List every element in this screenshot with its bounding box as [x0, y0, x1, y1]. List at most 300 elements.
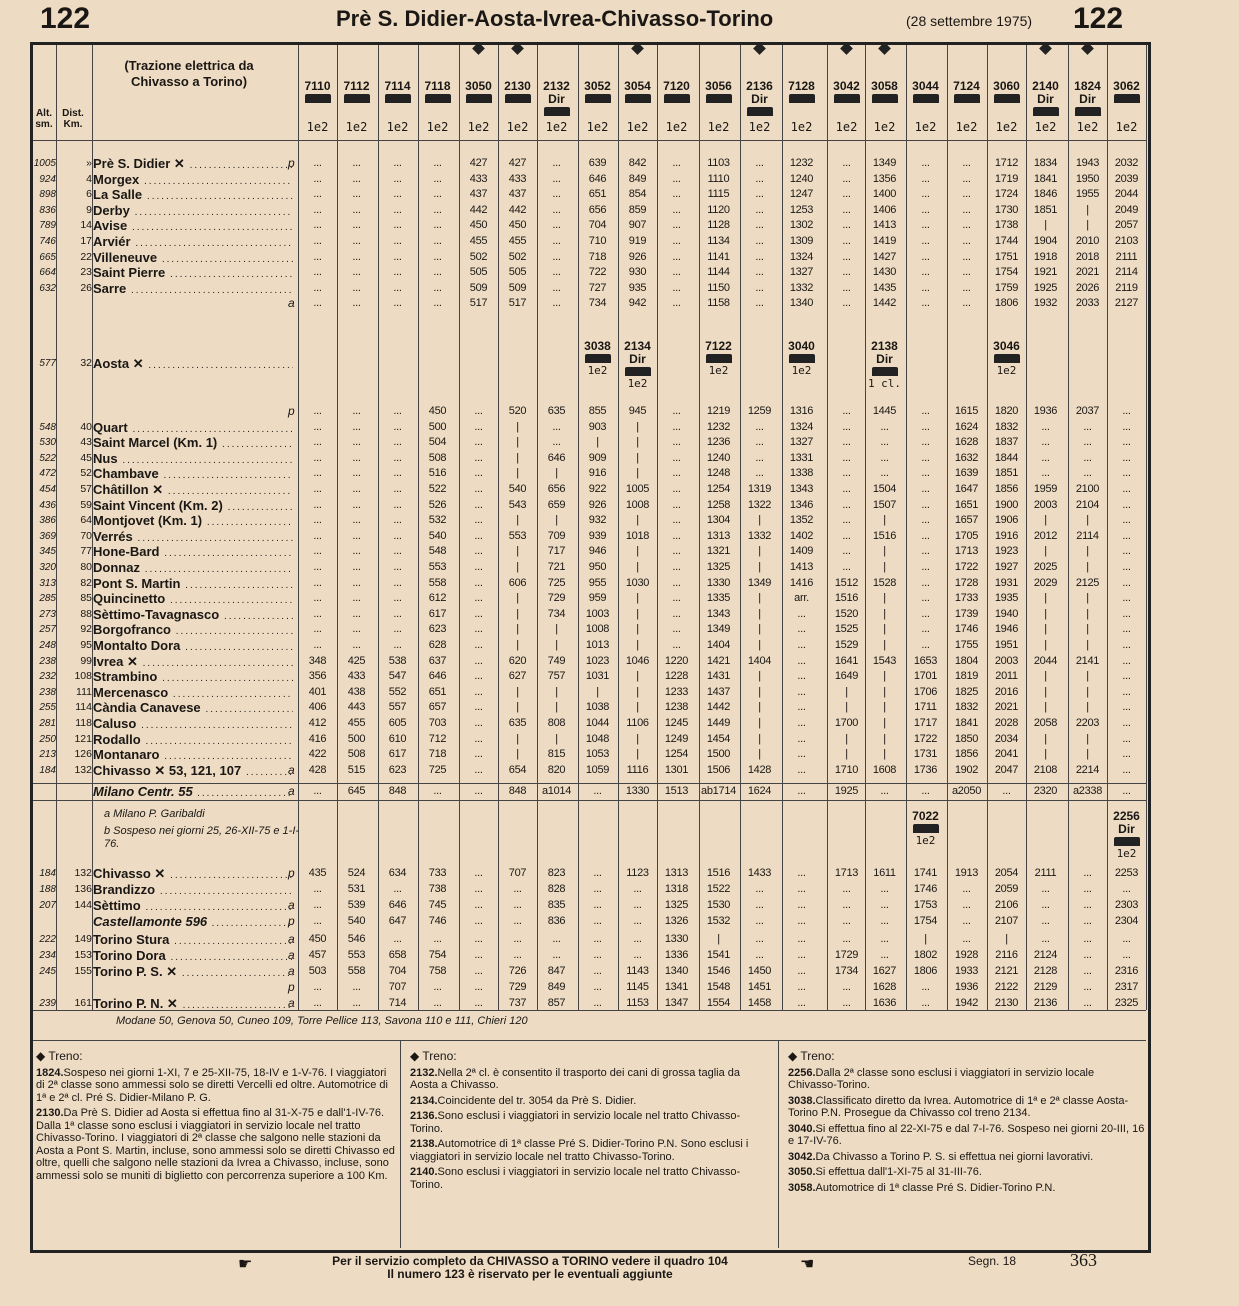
time-cell: ...	[474, 576, 483, 589]
time-cell: 547	[388, 670, 407, 683]
time-cell: ...	[755, 949, 764, 961]
time-cell: ...	[755, 188, 764, 201]
time-cell: |	[883, 717, 886, 729]
train-class: 1e2	[995, 120, 1018, 134]
time-cell: ...	[313, 405, 322, 417]
distance: 14	[80, 219, 92, 232]
time-cell: ...	[921, 561, 930, 573]
time-cell: a2050	[951, 785, 982, 797]
train-number: 3038	[584, 339, 611, 353]
time-cell: 959	[588, 592, 607, 605]
time-cell: ...	[313, 420, 322, 433]
time-cell: 1516	[706, 867, 731, 879]
time-cell: 1023	[585, 654, 610, 667]
station-name: Strambino .....	[93, 669, 293, 686]
time-cell: ...	[352, 467, 361, 480]
footnote-header: ◆ Treno:	[36, 1049, 83, 1063]
table-row	[0, 747, 1150, 762]
time-cell: ...	[474, 561, 483, 573]
train-number: 7114	[384, 79, 411, 93]
time-cell: 2034	[994, 732, 1019, 745]
time-cell: |	[883, 623, 886, 636]
time-cell: ...	[672, 219, 681, 232]
time-cell: 1541	[706, 949, 731, 961]
table-row	[0, 218, 1150, 233]
time-cell: ...	[433, 281, 442, 294]
time-cell: 1806	[913, 965, 938, 977]
time-cell: 1219	[706, 405, 731, 417]
time-cell: 727	[588, 281, 607, 294]
time-cell: 1008	[585, 623, 610, 636]
table-row	[0, 529, 1150, 544]
time-cell: ...	[313, 281, 322, 294]
train-number: 3052	[584, 79, 611, 93]
time-cell: 646	[428, 670, 447, 683]
time-cell: ...	[1122, 514, 1131, 527]
train-number: 7112	[343, 79, 370, 93]
time-cell: 1921	[1033, 266, 1058, 279]
time-cell: 1746	[954, 623, 979, 636]
time-cell: 1507	[872, 498, 897, 511]
footnote	[410, 1110, 770, 1135]
time-cell: ...	[672, 420, 681, 433]
time-cell: ...	[921, 266, 930, 279]
time-cell: |	[1044, 701, 1047, 714]
diamond-icon: ◆	[410, 1049, 420, 1063]
time-cell: ...	[313, 639, 322, 651]
time-cell: 1900	[994, 498, 1019, 511]
time-cell: ...	[755, 451, 764, 464]
time-cell: 1730	[994, 203, 1019, 216]
time-cell: ...	[755, 203, 764, 216]
time-cell: ...	[393, 235, 402, 247]
footnotes-column-3	[788, 1050, 1146, 1197]
time-cell: 2203	[1075, 717, 1100, 729]
time-cell: 548	[428, 545, 447, 558]
time-cell: 1349	[706, 623, 731, 636]
time-cell: 543	[508, 498, 527, 511]
time-cell: ...	[672, 436, 681, 449]
train-header	[827, 80, 866, 104]
time-cell: ...	[393, 639, 402, 651]
time-cell: 1624	[747, 785, 772, 797]
railcar-icon	[706, 354, 732, 363]
time-cell: 1304	[706, 514, 731, 527]
time-cell: ...	[552, 219, 561, 232]
time-cell: 703	[428, 717, 447, 729]
time-cell: 1325	[706, 561, 731, 573]
time-cell: ...	[921, 467, 930, 480]
time-cell: ...	[921, 514, 930, 527]
time-cell: 1445	[872, 405, 897, 417]
time-cell: ...	[1122, 451, 1131, 464]
time-cell: ...	[1122, 561, 1131, 573]
time-cell: ...	[962, 899, 971, 911]
station-name: Chivasso ✕ 53, 121, 107 .....	[93, 763, 293, 780]
time-cell: ...	[672, 172, 681, 185]
time-cell: 942	[628, 297, 647, 310]
arr-dep-marker: a	[288, 964, 295, 978]
time-cell: ...	[797, 981, 806, 993]
table-row	[0, 732, 1150, 747]
time-cell: ...	[1122, 763, 1131, 776]
train-class: 1e2	[1115, 120, 1138, 134]
arr-dep-marker: a	[288, 948, 295, 962]
time-cell: ...	[474, 997, 483, 1009]
time-cell: 2021	[994, 701, 1019, 714]
time-cell: ...	[474, 867, 483, 879]
time-cell: 656	[588, 203, 607, 216]
arr-dep-marker: a	[288, 296, 295, 311]
time-cell: ...	[474, 981, 483, 993]
train-class: 1e2	[835, 120, 858, 134]
time-cell: 524	[347, 867, 366, 879]
time-cell: |	[636, 670, 639, 683]
time-cell: 540	[428, 529, 447, 542]
altitude: 746	[39, 236, 56, 247]
time-cell: 758	[428, 965, 447, 977]
time-cell: 450	[469, 219, 488, 232]
time-cell: 1516	[872, 529, 897, 542]
footnote-text: Sono esclusi i viaggiatori in servizio locale nel tratto Chivasso-Torino.	[410, 1110, 741, 1135]
time-cell: ...	[474, 701, 483, 714]
train-class: 1e2	[915, 834, 936, 847]
time-cell: ...	[755, 883, 764, 895]
time-cell: ...	[352, 436, 361, 449]
time-cell: 1846	[1033, 188, 1058, 201]
time-cell: 433	[469, 172, 488, 185]
time-cell: |	[1086, 607, 1089, 620]
train-number: 2130	[504, 79, 531, 93]
train-header	[498, 80, 537, 104]
time-cell: 1916	[994, 529, 1019, 542]
distance: 70	[80, 529, 92, 542]
time-cell: ...	[1083, 915, 1092, 927]
time-cell: 926	[588, 498, 607, 511]
time-cell: 457	[308, 949, 327, 961]
time-cell: 1316	[789, 405, 814, 417]
note-a: a Milano P. Garibaldi	[104, 808, 205, 820]
time-cell: ...	[313, 297, 322, 310]
distance: 59	[80, 498, 92, 511]
time-cell: ...	[1122, 883, 1131, 895]
time-cell: 1653	[913, 654, 938, 667]
time-cell: 504	[428, 436, 447, 449]
time-cell: 849	[547, 981, 566, 993]
distance: 4	[86, 172, 92, 185]
railcar-icon	[585, 94, 611, 103]
footnote-text: Si effettua dall'1-XI-75 al 31-III-76.	[815, 1166, 982, 1178]
time-cell: 1451	[747, 981, 772, 993]
altitude: 369	[39, 530, 56, 542]
time-cell: ...	[552, 250, 561, 263]
station-name: Nus .....	[93, 451, 293, 468]
alt-column-header: Alt. sm.	[35, 108, 53, 130]
time-cell: ...	[880, 420, 889, 433]
distance: 126	[74, 748, 92, 761]
footnotes-column-2	[410, 1050, 770, 1194]
time-cell: |	[555, 639, 558, 651]
time-cell: 1639	[954, 467, 979, 480]
time-cell: 1153	[626, 997, 649, 1009]
time-cell: |	[516, 607, 519, 620]
time-cell: ...	[755, 467, 764, 480]
time-cell: ...	[842, 997, 851, 1009]
railcar-icon	[466, 94, 492, 103]
time-cell: 508	[428, 451, 447, 464]
time-cell: ...	[842, 545, 851, 558]
time-cell: 620	[508, 654, 527, 667]
time-cell: ...	[352, 219, 361, 232]
time-cell: ...	[352, 451, 361, 464]
time-cell: ...	[552, 235, 561, 247]
station-name: Verrés .....	[93, 529, 293, 546]
railcar-icon	[305, 94, 331, 103]
time-cell: |	[924, 933, 927, 945]
time-cell: 515	[347, 763, 366, 776]
time-cell: 645	[347, 785, 366, 797]
time-cell: ...	[797, 899, 806, 911]
time-cell: ...	[1041, 915, 1050, 927]
time-cell: ...	[962, 883, 971, 895]
time-cell: 1324	[789, 250, 814, 263]
time-cell: |	[516, 732, 519, 745]
time-cell: 836	[547, 915, 566, 927]
table-row	[0, 898, 1150, 913]
time-cell: ...	[921, 172, 930, 185]
railcar-icon	[994, 94, 1020, 103]
time-cell: ...	[842, 529, 851, 542]
altitude: 836	[39, 204, 56, 216]
train-header	[418, 80, 457, 104]
railcar-icon	[1114, 837, 1140, 846]
time-cell: 855	[588, 405, 607, 417]
time-cell: ...	[755, 281, 764, 294]
time-cell: 725	[428, 763, 447, 776]
time-cell: ...	[1122, 732, 1131, 745]
footnote-train: 3038.	[788, 1094, 816, 1107]
time-cell: ...	[962, 915, 971, 927]
time-cell: 1500	[706, 748, 731, 761]
time-cell: 1343	[789, 483, 814, 495]
distance: 95	[80, 639, 92, 651]
time-cell: ...	[755, 915, 764, 927]
time-cell: 749	[547, 654, 566, 667]
time-cell: 1428	[747, 763, 772, 776]
train-number: 3056	[705, 79, 732, 93]
time-cell: 1031	[585, 670, 610, 683]
time-cell: 1651	[954, 498, 979, 511]
time-cell: |	[758, 685, 761, 698]
time-cell: 717	[547, 545, 566, 558]
station-name: Saint Pierre .....	[93, 265, 293, 282]
train-header	[906, 810, 945, 847]
time-cell: 1728	[954, 576, 979, 589]
time-cell: 443	[347, 701, 366, 714]
time-cell: |	[636, 545, 639, 558]
table-row	[0, 866, 1150, 881]
time-cell: 428	[308, 763, 327, 776]
time-cell: 746	[428, 915, 447, 927]
time-cell: 1143	[626, 965, 649, 977]
railcar-icon	[344, 94, 370, 103]
time-cell: |	[758, 701, 761, 714]
train-header	[740, 80, 779, 117]
time-cell: 1013	[585, 639, 610, 651]
time-cell: |	[516, 592, 519, 605]
time-cell: 1942	[954, 997, 979, 1009]
table-row	[0, 932, 1150, 947]
distance: 43	[80, 436, 92, 449]
time-cell: 1318	[664, 883, 689, 895]
distance: 32	[80, 357, 92, 369]
time-cell: 1834	[1033, 157, 1058, 169]
time-cell: ...	[433, 219, 442, 232]
time-cell: 455	[469, 235, 488, 247]
time-cell: |	[758, 748, 761, 761]
time-cell: 1931	[994, 576, 1019, 589]
time-cell: 1701	[913, 670, 938, 683]
time-cell: ...	[1041, 451, 1050, 464]
train-class: 1 cl.	[867, 377, 902, 390]
time-cell: 1141	[707, 250, 730, 263]
time-cell: 1406	[872, 203, 897, 216]
train-number: 2136 Dir	[746, 79, 773, 106]
train-class: 1e2	[306, 120, 329, 134]
train-class: 1e2	[996, 364, 1017, 377]
time-cell: ...	[433, 235, 442, 247]
time-cell: 1123	[626, 867, 649, 879]
time-cell: 1525	[834, 623, 859, 636]
footnote-train: 3050.	[788, 1166, 816, 1178]
time-cell: ...	[552, 203, 561, 216]
time-cell: ...	[474, 451, 483, 464]
time-cell: |	[555, 623, 558, 636]
time-cell: ...	[393, 483, 402, 495]
altitude: 924	[39, 173, 56, 185]
time-cell: |	[516, 514, 519, 527]
time-cell: ...	[393, 405, 402, 417]
time-cell: ...	[393, 266, 402, 279]
time-cell: ...	[962, 188, 971, 201]
arr-dep-marker: a	[288, 996, 295, 1010]
railcar-icon	[789, 354, 815, 363]
time-cell: 1302	[789, 219, 814, 232]
time-cell: ...	[393, 157, 402, 169]
station-name: Torino P. N. ✕ .....	[93, 996, 293, 1013]
time-cell: 651	[588, 188, 607, 201]
time-cell: 1018	[625, 529, 650, 542]
time-cell: ...	[880, 933, 889, 945]
time-cell: ...	[593, 883, 602, 895]
time-cell: ...	[755, 420, 764, 433]
time-cell: ...	[842, 203, 851, 216]
table-row	[0, 296, 1150, 311]
time-cell: 505	[469, 266, 488, 279]
station-name: Caluso .....	[93, 716, 293, 733]
time-cell: 516	[428, 467, 447, 480]
time-cell: 725	[547, 576, 566, 589]
time-cell: 1115	[707, 188, 730, 201]
time-cell: 1925	[1033, 281, 1058, 294]
distance: 132	[74, 867, 92, 879]
time-cell: ...	[797, 949, 806, 961]
time-cell: 1636	[872, 997, 897, 1009]
time-cell: 1832	[954, 701, 979, 714]
station-name: Quincinetto .....	[93, 591, 293, 608]
time-cell: ...	[593, 949, 602, 961]
time-cell: ...	[755, 436, 764, 449]
time-cell: 2026	[1075, 281, 1100, 294]
time-cell: ...	[352, 514, 361, 527]
time-cell: 2021	[1075, 266, 1100, 279]
station-name: Montanaro .....	[93, 747, 293, 764]
train-class: 1e2	[790, 120, 813, 134]
time-cell: 1856	[994, 483, 1019, 495]
train-class: 1e2	[873, 120, 896, 134]
time-cell: 847	[547, 965, 566, 977]
footnote-text: Dalla 2ª classe sono esclusi i viaggiatori in servizio locale Chivasso-Torino.	[788, 1066, 1095, 1091]
time-cell: |	[1086, 732, 1089, 745]
time-cell: 932	[588, 514, 607, 527]
time-cell: ...	[921, 297, 930, 310]
train-class: 1e2	[426, 120, 449, 134]
time-cell: 1713	[954, 545, 979, 558]
time-cell: ...	[393, 219, 402, 232]
time-cell: 1722	[954, 561, 979, 573]
time-cell: ...	[313, 157, 322, 169]
time-cell: 1240	[789, 172, 814, 185]
time-cell: 1712	[994, 157, 1019, 169]
time-cell: 1731	[913, 748, 938, 761]
time-cell: 1717	[913, 717, 938, 729]
train-number: 3062	[1113, 79, 1140, 93]
table-row	[0, 622, 1150, 637]
time-cell: ...	[433, 997, 442, 1009]
time-cell: ...	[755, 297, 764, 310]
time-cell: 2119	[1115, 281, 1138, 294]
time-cell: 1927	[994, 561, 1019, 573]
time-cell: ...	[593, 899, 602, 911]
time-cell: 1402	[789, 529, 814, 542]
time-cell: 617	[388, 748, 407, 761]
distance: 40	[80, 420, 92, 433]
train-number: 3040	[788, 339, 815, 353]
time-cell: ...	[1122, 685, 1131, 698]
time-cell: |	[758, 639, 761, 651]
footnote-train: 3040.	[788, 1122, 816, 1135]
time-cell: 442	[469, 203, 488, 216]
table-row	[0, 435, 1150, 450]
time-cell: |	[758, 670, 761, 683]
time-cell: 710	[588, 235, 607, 247]
footnote-text: Si effettua fino al 22-XI-75 e dal 7-I-76. Sospeso nei giorni 20-III, 16 e 17-IV-76.	[788, 1122, 1145, 1147]
segnatura: Segn. 18	[968, 1254, 1017, 1268]
time-cell: 1753	[913, 899, 938, 911]
arr-dep-marker: p	[288, 980, 295, 994]
train-header	[459, 80, 498, 104]
time-cell: ...	[393, 436, 402, 449]
table-row	[0, 914, 1150, 929]
time-cell: 2129	[1033, 981, 1058, 993]
time-cell: |	[555, 685, 558, 698]
time-cell: ...	[1122, 785, 1131, 797]
train-number: 7110	[304, 79, 331, 93]
station-name: Avise .....	[93, 218, 293, 235]
train-header	[337, 80, 376, 104]
time-cell: ...	[842, 266, 851, 279]
time-cell: 707	[508, 867, 527, 879]
